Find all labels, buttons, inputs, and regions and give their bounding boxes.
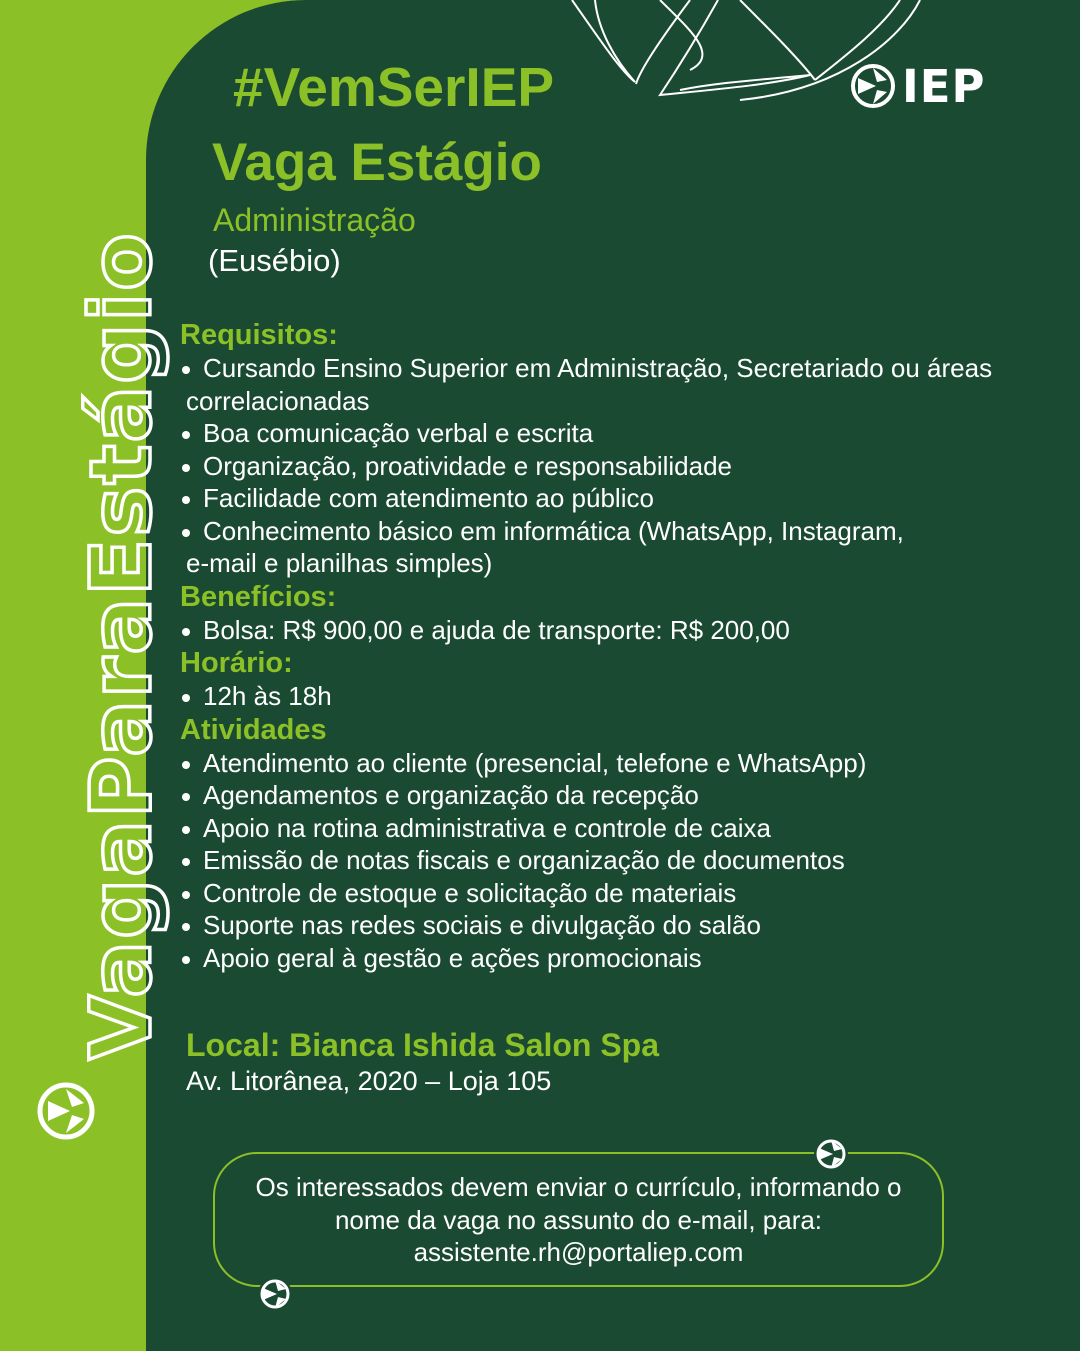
list-item: correlacionadas — [186, 385, 370, 416]
iep-emblem-icon — [813, 1136, 849, 1172]
contact-email[interactable]: assistente.rh@portaliep.com — [413, 1237, 744, 1267]
requisitos-list — [180, 352, 1060, 580]
list-item: Conhecimento básico em informática (WhatsApp, Instagram, — [180, 515, 1060, 548]
list-item: Apoio na rotina administrativa e controle de caixa — [180, 812, 1060, 845]
list-item: e-mail e planilhas simples) — [186, 548, 493, 578]
iep-logo — [850, 59, 986, 113]
list-item: Boa comunicação verbal e escrita — [180, 417, 1060, 450]
list-item: Facilidade com atendimento ao público — [180, 482, 1060, 515]
iep-emblem-icon — [257, 1276, 293, 1312]
contact-box — [213, 1152, 944, 1287]
logo-text: IEP — [902, 59, 986, 113]
contact-line: Os interessados devem enviar o currículo, informando o — [255, 1172, 902, 1202]
section-heading-requisitos: Requisitos: — [180, 319, 338, 351]
location-address: Av. Litorânea, 2020 – Loja 105 — [186, 1066, 552, 1096]
horario-list — [180, 680, 1060, 713]
contact-text — [215, 1171, 942, 1269]
list-item: Controle de estoque e solicitação de materiais — [180, 877, 1060, 910]
list-item: 12h às 18h — [180, 680, 1060, 713]
list-item: Cursando Ensino Superior em Administração, Secretariado ou áreas — [180, 352, 1060, 385]
iep-emblem-icon — [850, 63, 896, 109]
list-item: Agendamentos e organização da recepção — [180, 779, 1060, 812]
section-heading-beneficios: Benefícios: — [180, 580, 337, 613]
page-title: Vaga Estágio — [212, 133, 542, 192]
list-item: Organização, proatividade e responsabilidade — [180, 450, 1060, 483]
list-item: Atendimento ao cliente (presencial, telefone e WhatsApp) — [180, 747, 1060, 780]
location-label: Local: Bianca Ishida Salon Spa — [186, 1027, 660, 1063]
beneficios-list — [180, 614, 1060, 647]
side-banner-text: VagaParaEstágio — [72, 231, 170, 1060]
job-area: Administração — [213, 202, 416, 238]
section-heading-atividades: Atividades — [180, 713, 327, 746]
job-city: (Eusébio) — [208, 243, 341, 278]
hashtag: #VemSerIEP — [233, 56, 555, 118]
list-item: Apoio geral à gestão e ações promocionais — [180, 942, 1060, 975]
list-item: Emissão de notas fiscais e organização de documentos — [180, 844, 1060, 877]
section-heading-horario: Horário: — [180, 647, 293, 679]
list-item: Suporte nas redes sociais e divulgação do salão — [180, 909, 1060, 942]
atividades-list — [180, 747, 1060, 975]
job-details — [180, 318, 1060, 974]
contact-line: nome da vaga no assunto do e-mail, para: — [334, 1204, 823, 1235]
iep-emblem-icon — [36, 1081, 96, 1141]
list-item: Bolsa: R$ 900,00 e ajuda de transporte: R$ 200,00 — [180, 614, 1060, 647]
